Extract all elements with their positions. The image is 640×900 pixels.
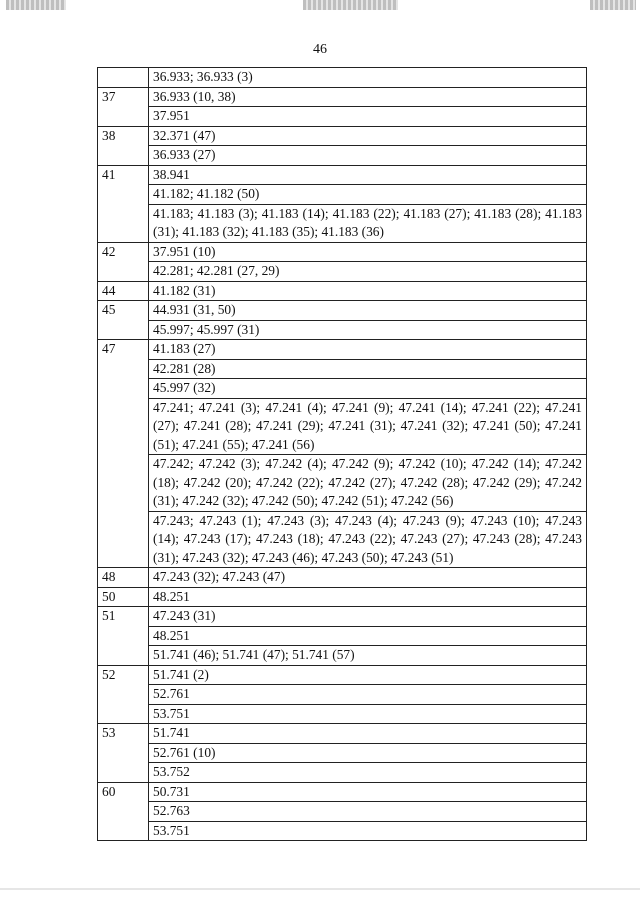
table-row bbox=[98, 763, 587, 783]
code-list-cell: 47.242; 47.242 (3); 47.242 (4); 47.242 (9); 47.242 (10); 47.242 (14); 47.242 (18); 47.242 (20); 47.242 (22); 47.242 (27); 47.242 (28); 47.242 (29); 47.242 (31); 47.242 (32); 47.242 (50); 47.242 (51); 47.242 (56) bbox=[149, 455, 587, 512]
code-list-cell: 47.243 (32); 47.243 (47) bbox=[149, 568, 587, 588]
code-list-cell: 53.751 bbox=[149, 821, 587, 841]
table-row bbox=[98, 646, 587, 666]
code-list-cell: 38.941 bbox=[149, 165, 587, 185]
code-list-cell: 37.951 bbox=[149, 107, 587, 127]
code-list-cell: 51.741 (46); 51.741 (47); 51.741 (57) bbox=[149, 646, 587, 666]
code-list-cell: 52.761 bbox=[149, 685, 587, 705]
scan-artifact bbox=[303, 0, 398, 10]
table-row bbox=[98, 743, 587, 763]
scan-artifact bbox=[590, 0, 636, 10]
group-number-cell: 48 bbox=[98, 568, 149, 588]
scan-edge bbox=[0, 888, 640, 890]
table-row bbox=[98, 821, 587, 841]
code-list-cell: 47.243 (31) bbox=[149, 607, 587, 627]
table-row bbox=[98, 607, 587, 627]
group-number-cell: 44 bbox=[98, 281, 149, 301]
table-row bbox=[98, 724, 587, 744]
table-row bbox=[98, 146, 587, 166]
code-list-cell: 36.933 (27) bbox=[149, 146, 587, 166]
group-number-cell: 52 bbox=[98, 665, 149, 724]
group-number-cell: 45 bbox=[98, 301, 149, 340]
code-list-cell: 51.741 bbox=[149, 724, 587, 744]
code-list-cell: 42.281; 42.281 (27, 29) bbox=[149, 262, 587, 282]
table-row bbox=[98, 204, 587, 242]
table-row bbox=[98, 511, 587, 568]
code-list-cell: 51.741 (2) bbox=[149, 665, 587, 685]
code-list-cell: 53.751 bbox=[149, 704, 587, 724]
table-row bbox=[98, 782, 587, 802]
code-list-cell: 53.752 bbox=[149, 763, 587, 783]
group-number-cell: 50 bbox=[98, 587, 149, 607]
group-number-cell bbox=[98, 68, 149, 88]
table-row bbox=[98, 126, 587, 146]
table-row bbox=[98, 802, 587, 822]
group-number-cell: 53 bbox=[98, 724, 149, 783]
table-row bbox=[98, 685, 587, 705]
code-list-cell: 41.183; 41.183 (3); 41.183 (14); 41.183 (22); 41.183 (27); 41.183 (28); 41.183 (31); 41.183 (32); 41.183 (35); 41.183 (36) bbox=[149, 204, 587, 242]
code-list-cell: 50.731 bbox=[149, 782, 587, 802]
table-row bbox=[98, 165, 587, 185]
table-row bbox=[98, 587, 587, 607]
code-list-cell: 44.931 (31, 50) bbox=[149, 301, 587, 321]
code-list-cell: 32.371 (47) bbox=[149, 126, 587, 146]
code-list-cell: 36.933 (10, 38) bbox=[149, 87, 587, 107]
table-row bbox=[98, 68, 587, 88]
table-row bbox=[98, 704, 587, 724]
page-number: 46 bbox=[313, 42, 327, 57]
group-number-cell: 38 bbox=[98, 126, 149, 165]
code-list-cell: 37.951 (10) bbox=[149, 242, 587, 262]
table-row bbox=[98, 87, 587, 107]
table-row bbox=[98, 281, 587, 301]
group-number-cell: 47 bbox=[98, 340, 149, 568]
group-number-cell: 41 bbox=[98, 165, 149, 242]
code-list-cell: 52.763 bbox=[149, 802, 587, 822]
table-row bbox=[98, 626, 587, 646]
codes-table bbox=[97, 67, 587, 841]
group-number-cell: 60 bbox=[98, 782, 149, 841]
code-list-cell: 47.241; 47.241 (3); 47.241 (4); 47.241 (9); 47.241 (14); 47.241 (22); 47.241 (27); 47.241 (28); 47.241 (29); 47.241 (31); 47.241 (32); 47.241 (50); 47.241 (51); 47.241 (55); 47.241 (56) bbox=[149, 398, 587, 455]
code-list-cell: 41.183 (27) bbox=[149, 340, 587, 360]
code-list-cell: 45.997; 45.997 (31) bbox=[149, 320, 587, 340]
group-number-cell: 37 bbox=[98, 87, 149, 126]
table-row bbox=[98, 107, 587, 127]
code-list-cell: 52.761 (10) bbox=[149, 743, 587, 763]
codes-table-body bbox=[98, 68, 587, 841]
table-row bbox=[98, 340, 587, 360]
code-list-cell: 45.997 (32) bbox=[149, 379, 587, 399]
table-row bbox=[98, 398, 587, 455]
table-row bbox=[98, 665, 587, 685]
code-list-cell: 47.243; 47.243 (1); 47.243 (3); 47.243 (4); 47.243 (9); 47.243 (10); 47.243 (14); 47.243 (17); 47.243 (18); 47.243 (22); 47.243 (27); 47.243 (28); 47.243 (31); 47.243 (32); 47.243 (46); 47.243 (50); 47.243 (51) bbox=[149, 511, 587, 568]
code-list-cell: 48.251 bbox=[149, 626, 587, 646]
table-row bbox=[98, 455, 587, 512]
group-number-cell: 42 bbox=[98, 242, 149, 281]
code-list-cell: 48.251 bbox=[149, 587, 587, 607]
table-row bbox=[98, 301, 587, 321]
table-row bbox=[98, 379, 587, 399]
code-list-cell: 41.182 (31) bbox=[149, 281, 587, 301]
code-list-cell: 36.933; 36.933 (3) bbox=[149, 68, 587, 88]
table-row bbox=[98, 185, 587, 205]
group-number-cell: 51 bbox=[98, 607, 149, 666]
scan-artifact bbox=[6, 0, 66, 10]
table-row bbox=[98, 359, 587, 379]
table-row bbox=[98, 320, 587, 340]
table-row bbox=[98, 242, 587, 262]
table-row bbox=[98, 262, 587, 282]
table-row bbox=[98, 568, 587, 588]
code-list-cell: 41.182; 41.182 (50) bbox=[149, 185, 587, 205]
code-list-cell: 42.281 (28) bbox=[149, 359, 587, 379]
